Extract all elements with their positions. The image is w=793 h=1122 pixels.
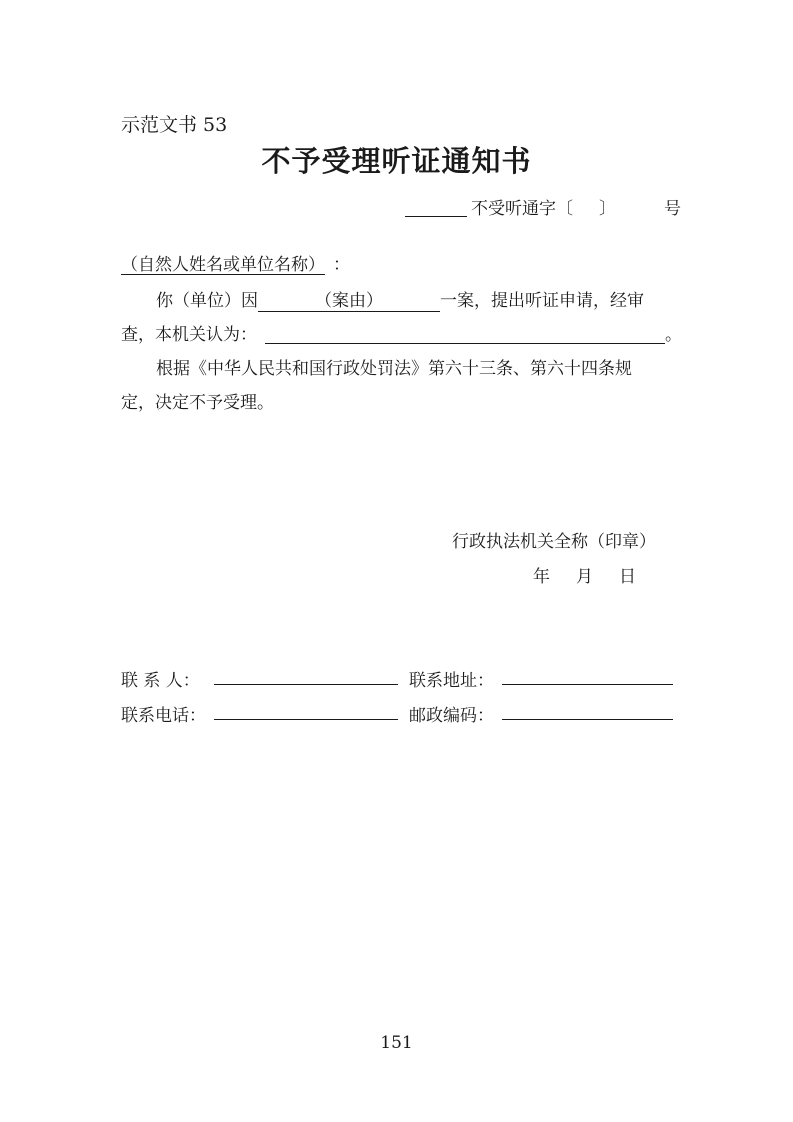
issuing-authority: 行政执法机关全称（印章） (452, 532, 656, 552)
date-month: 月 (576, 567, 593, 587)
contact-person-label: 联 系 人： (121, 671, 200, 691)
contact-phone-label: 联系电话： (121, 706, 206, 726)
document-title: 不予受理听证通知书 (261, 144, 532, 178)
postcode-label: 邮政编码： (409, 706, 494, 726)
contact-person-blank (214, 684, 398, 685)
paragraph-1-line-2: 查，本机关认为： 。 (121, 325, 682, 345)
paragraph-1-line-1: 你（单位）因 （案由） 一案，提出听证申请，经审 (156, 286, 644, 312)
addressee-colon: ： (333, 255, 350, 275)
postcode-blank (502, 719, 673, 720)
contact-address-label: 联系地址： (409, 671, 494, 691)
paragraph-2-line-2: 定，决定不予受理。 (121, 393, 274, 413)
date-line (533, 562, 636, 587)
date-day: 日 (619, 567, 636, 587)
case-reason-blank: （案由） (258, 286, 440, 312)
addressee-line (121, 250, 350, 275)
date-year: 年 (533, 567, 550, 587)
reference-number (405, 194, 681, 219)
contact-phone-blank (214, 719, 398, 720)
finding-blank (265, 325, 665, 344)
addressee-placeholder: （自然人姓名或单位名称） (121, 255, 325, 275)
contact-address-blank (502, 684, 673, 685)
reference-open-bracket: 〔 (556, 199, 573, 219)
paragraph-2-line-1: 根据《中华人民共和国行政处罚法》第六十三条、第六十四条规 (156, 359, 632, 379)
reference-prefix: 不受听通字 (471, 199, 556, 219)
reference-close-bracket: 〕 (599, 199, 616, 219)
reference-blank (405, 198, 467, 217)
reference-suffix: 号 (664, 199, 681, 219)
page-number: 151 (380, 1033, 413, 1053)
sample-label: 示范文书 53 (121, 114, 228, 136)
